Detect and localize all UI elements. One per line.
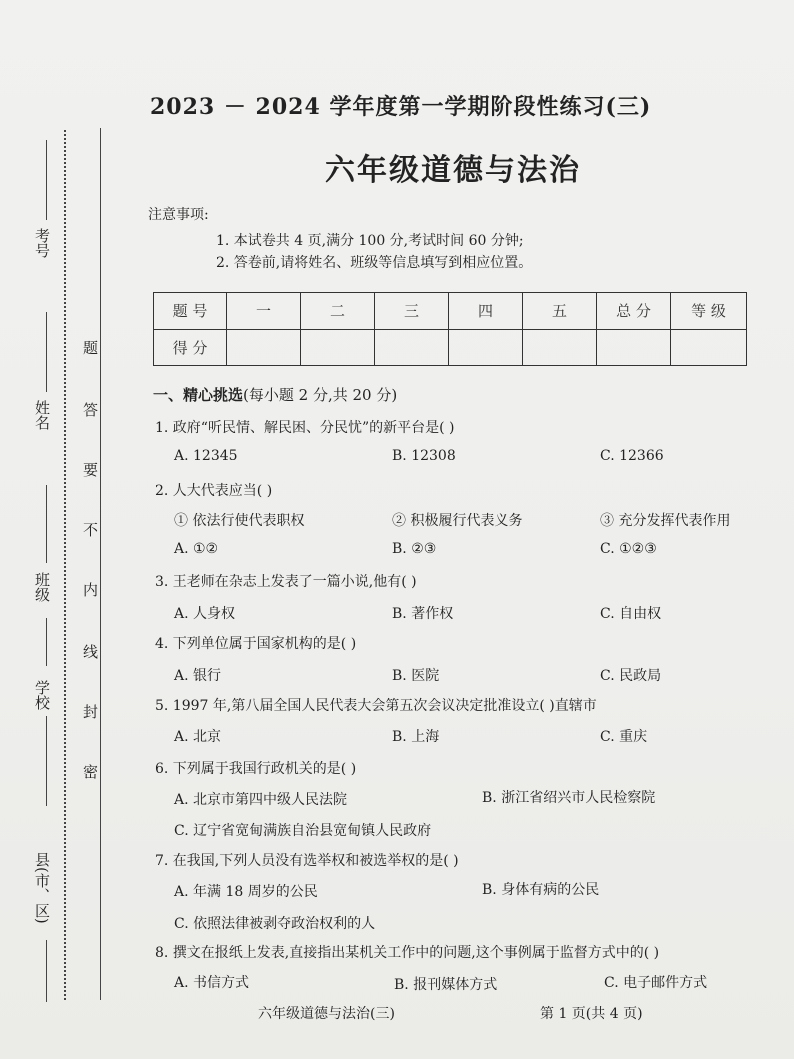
- score-table-score-row: [154, 329, 747, 366]
- seal-char-5: 内: [81, 582, 99, 597]
- q3-option-c[interactable]: C. 自由权: [600, 606, 662, 622]
- notice-heading: 注意事项:: [148, 207, 209, 223]
- q2-item-2: ② 积极履行代表义务: [392, 513, 523, 529]
- q2-item-1: ① 依法行使代表职权: [174, 513, 305, 529]
- score-header-cell: 题 号: [154, 293, 227, 330]
- q8-option-b[interactable]: B. 报刊媒体方式: [394, 977, 498, 993]
- score-table: [153, 292, 747, 366]
- q4-option-b[interactable]: B. 医院: [392, 668, 440, 684]
- q7-option-b[interactable]: B. 身体有病的公民: [482, 882, 600, 898]
- binding-solid-line: [100, 128, 101, 1000]
- county-blank[interactable]: [46, 940, 47, 1002]
- section-1-heading: [153, 384, 397, 405]
- score-header-cell: 四: [449, 293, 523, 330]
- seal-char-2: 答: [81, 402, 99, 417]
- score-header-cell: 二: [301, 293, 375, 330]
- q5-option-b[interactable]: B. 上海: [392, 729, 440, 745]
- seal-char-3: 要: [81, 462, 99, 477]
- score-cell[interactable]: [449, 329, 523, 366]
- question-8: 8. 撰文在报纸上发表,直接指出某机关工作中的问题,这个事例属于监督方式中的( ): [155, 945, 660, 961]
- seal-dotted-line: [64, 130, 66, 1000]
- school-blank-lower[interactable]: [46, 716, 47, 806]
- class-blank[interactable]: [46, 485, 47, 563]
- score-row-label: 得 分: [154, 329, 227, 366]
- subject-title: 六年级道德与法治: [325, 153, 581, 188]
- q2-option-b[interactable]: B. ②③: [392, 541, 437, 557]
- q5-option-a[interactable]: A. 北京: [174, 729, 222, 745]
- q6-option-b[interactable]: B. 浙江省绍兴市人民检察院: [482, 790, 656, 806]
- score-header-cell: 等 级: [671, 293, 747, 330]
- exam-number-blank[interactable]: [46, 140, 47, 220]
- seal-char-6: 线: [81, 644, 99, 659]
- q1-option-b[interactable]: B. 12308: [392, 448, 456, 464]
- section-1-note: (每小题 2 分,共 20 分): [243, 386, 398, 404]
- seal-char-8: 密: [81, 764, 99, 779]
- q8-option-c[interactable]: C. 电子邮件方式: [604, 975, 708, 991]
- seal-char-7: 封: [81, 704, 99, 719]
- score-cell[interactable]: [597, 329, 671, 366]
- q4-option-c[interactable]: C. 民政局: [600, 668, 662, 684]
- score-header-cell: 总 分: [597, 293, 671, 330]
- question-6: 6. 下列属于我国行政机关的是( ): [155, 761, 357, 777]
- question-4: 4. 下列单位属于国家机构的是( ): [155, 636, 357, 652]
- score-cell[interactable]: [301, 329, 375, 366]
- score-cell[interactable]: [227, 329, 301, 366]
- q5-option-c[interactable]: C. 重庆: [600, 729, 648, 745]
- notice-item-2: 2. 答卷前,请将姓名、班级等信息填写到相应位置。: [216, 255, 533, 271]
- school-blank[interactable]: [46, 618, 47, 666]
- q3-option-a[interactable]: A. 人身权: [174, 606, 236, 622]
- seal-char-1: 题: [81, 340, 99, 355]
- name-label: 姓名: [33, 400, 51, 430]
- class-label: 班级: [33, 572, 51, 602]
- school-label: 学校: [33, 680, 51, 710]
- q2-item-3: ③ 充分发挥代表作用: [600, 513, 731, 529]
- footer-page-number: 第 1 页(共 4 页): [540, 1006, 643, 1022]
- exam-title: 2023 － 2024 学年度第一学期阶段性练习(三): [150, 94, 652, 120]
- q2-option-c[interactable]: C. ①②③: [600, 541, 657, 557]
- question-3: 3. 王老师在杂志上发表了一篇小说,他有( ): [155, 574, 417, 590]
- score-header-cell: 一: [227, 293, 301, 330]
- notice-item-1: 1. 本试卷共 4 页,满分 100 分,考试时间 60 分钟;: [216, 233, 524, 249]
- score-cell[interactable]: [523, 329, 597, 366]
- question-2: 2. 人大代表应当( ): [155, 483, 273, 499]
- q8-option-a[interactable]: A. 书信方式: [174, 975, 250, 991]
- question-7: 7. 在我国,下列人员没有选举权和被选举权的是( ): [155, 853, 459, 869]
- q1-option-a[interactable]: A. 12345: [174, 448, 238, 464]
- county-label: 县(市、区): [33, 852, 51, 924]
- name-blank[interactable]: [46, 312, 47, 392]
- q6-option-a[interactable]: A. 北京市第四中级人民法院: [174, 792, 348, 808]
- score-header-cell: 五: [523, 293, 597, 330]
- q7-option-a[interactable]: A. 年满 18 周岁的公民: [174, 884, 318, 900]
- q6-option-c[interactable]: C. 辽宁省宽甸满族自治县宽甸镇人民政府: [174, 823, 432, 839]
- question-1: 1. 政府“听民情、解民困、分民忧”的新平台是( ): [155, 420, 455, 436]
- exam-number-label: 考号: [33, 228, 51, 258]
- score-cell[interactable]: [671, 329, 747, 366]
- q7-option-c[interactable]: C. 依照法律被剥夺政治权利的人: [174, 916, 376, 932]
- q3-option-b[interactable]: B. 著作权: [392, 606, 454, 622]
- score-table-header-row: [154, 293, 747, 330]
- question-5: 5. 1997 年,第八届全国人民代表大会第五次会议决定批准设立( )直辖市: [155, 698, 597, 714]
- section-1-title: 一、精心挑选: [153, 386, 244, 404]
- q2-option-a[interactable]: A. ①②: [174, 541, 219, 557]
- q1-option-c[interactable]: C. 12366: [600, 448, 664, 464]
- footer-subject: 六年级道德与法治(三): [258, 1006, 395, 1022]
- score-header-cell: 三: [375, 293, 449, 330]
- seal-char-4: 不: [81, 522, 99, 537]
- q4-option-a[interactable]: A. 银行: [174, 668, 222, 684]
- score-cell[interactable]: [375, 329, 449, 366]
